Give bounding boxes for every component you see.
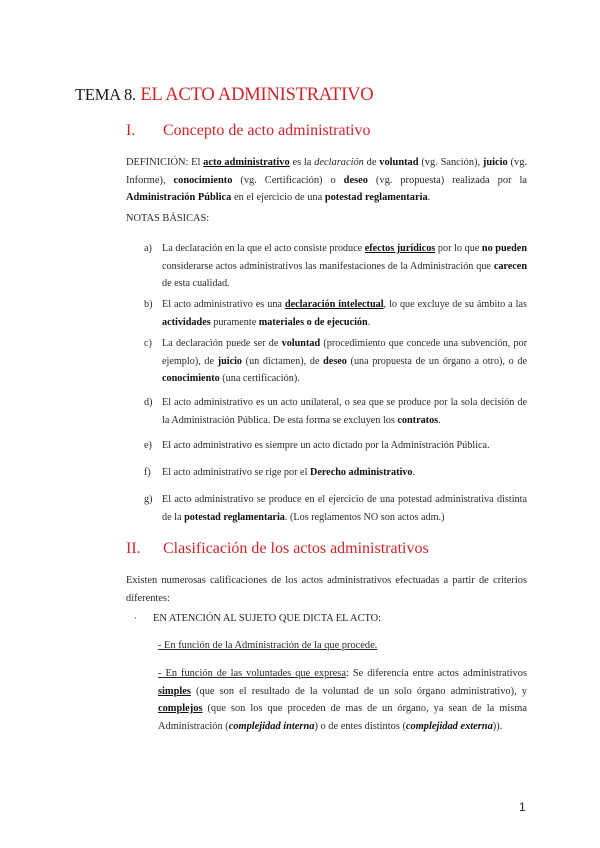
- section-number: II.: [126, 540, 141, 557]
- note-item-c: c) La declaración puede ser de voluntad (procedimiento que concede una subvención, por ejemplo), de juicio (un dictamen), de deseo (una propuesta de un órgano a otro), o de conocimiento (una certificación).: [144, 338, 527, 384]
- bullet-icon: ·: [134, 613, 137, 623]
- intro-paragraph: Existen numerosas calificaciones de los actos administrativos efectuadas a partir de criterios diferentes:: [126, 575, 527, 604]
- note-item-d: d) El acto administrativo es un acto unilateral, o sea que se produce por la sola decisión de la Administración Pública. De esta forma se excluyen los contratos.: [144, 397, 527, 426]
- bullet-text: EN ATENCIÓN AL SUJETO QUE DICTA EL ACTO:: [153, 613, 382, 624]
- page-title: [75, 85, 373, 106]
- note-item-e: e) El acto administrativo es siempre un acto dictado por la Administración Pública.: [144, 440, 490, 451]
- sub-criterion-1: - En función de la Administración de la que procede.: [158, 640, 378, 651]
- notes-heading: NOTAS BÁSICAS:: [126, 213, 210, 224]
- title-prefix: TEMA 8.: [75, 85, 136, 104]
- section-heading-1: [126, 122, 371, 140]
- section-heading-2: [126, 540, 429, 558]
- definition-paragraph: DEFINICIÓN: El acto administrativo es la declaración de voluntad (vg. Sanción), juicio (vg. Informe), conocimiento (vg. Certificación) o deseo (vg. propuesta) realizada por la Administración Pública en el ejercicio de una potestad reglamentaria.: [126, 157, 527, 203]
- note-item-f: f) El acto administrativo se rige por el Derecho administrativo.: [144, 467, 416, 478]
- note-item-g: g) El acto administrativo se produce en el ejercicio de una potestad administrativa distinta de la potestad reglamentaria. (Los reglamentos NO son actos adm.): [144, 494, 527, 523]
- section-number: I.: [126, 122, 136, 139]
- note-item-a: a) La declaración en la que el acto consiste produce efectos jurídicos por lo que no pueden considerarse actos administrativos las manifestaciones de la Administración que carecen de esta cualidad.: [144, 243, 527, 289]
- title-main: EL ACTO ADMINISTRATIVO: [140, 85, 374, 105]
- page-number: 1: [519, 800, 526, 814]
- section-title: Clasificación de los actos administrativos: [163, 540, 429, 557]
- bullet-item: [134, 613, 382, 624]
- section-title: Concepto de acto administrativo: [163, 122, 371, 139]
- sub-criterion-2: - En función de las voluntades que expresa: Se diferencia entre actos administrativos simples (que son el resultado de la voluntad de un solo órgano administrativo), y complejos (que son los que proceden de mas de un órgano, ya sean de la misma Administración (complejidad interna) o de entes distintos (complejidad externa)).: [158, 668, 527, 732]
- note-item-b: b) El acto administrativo es una declaración intelectual, lo que excluye de su ámbito a las actividades puramente materiales o de ejecución.: [144, 299, 527, 328]
